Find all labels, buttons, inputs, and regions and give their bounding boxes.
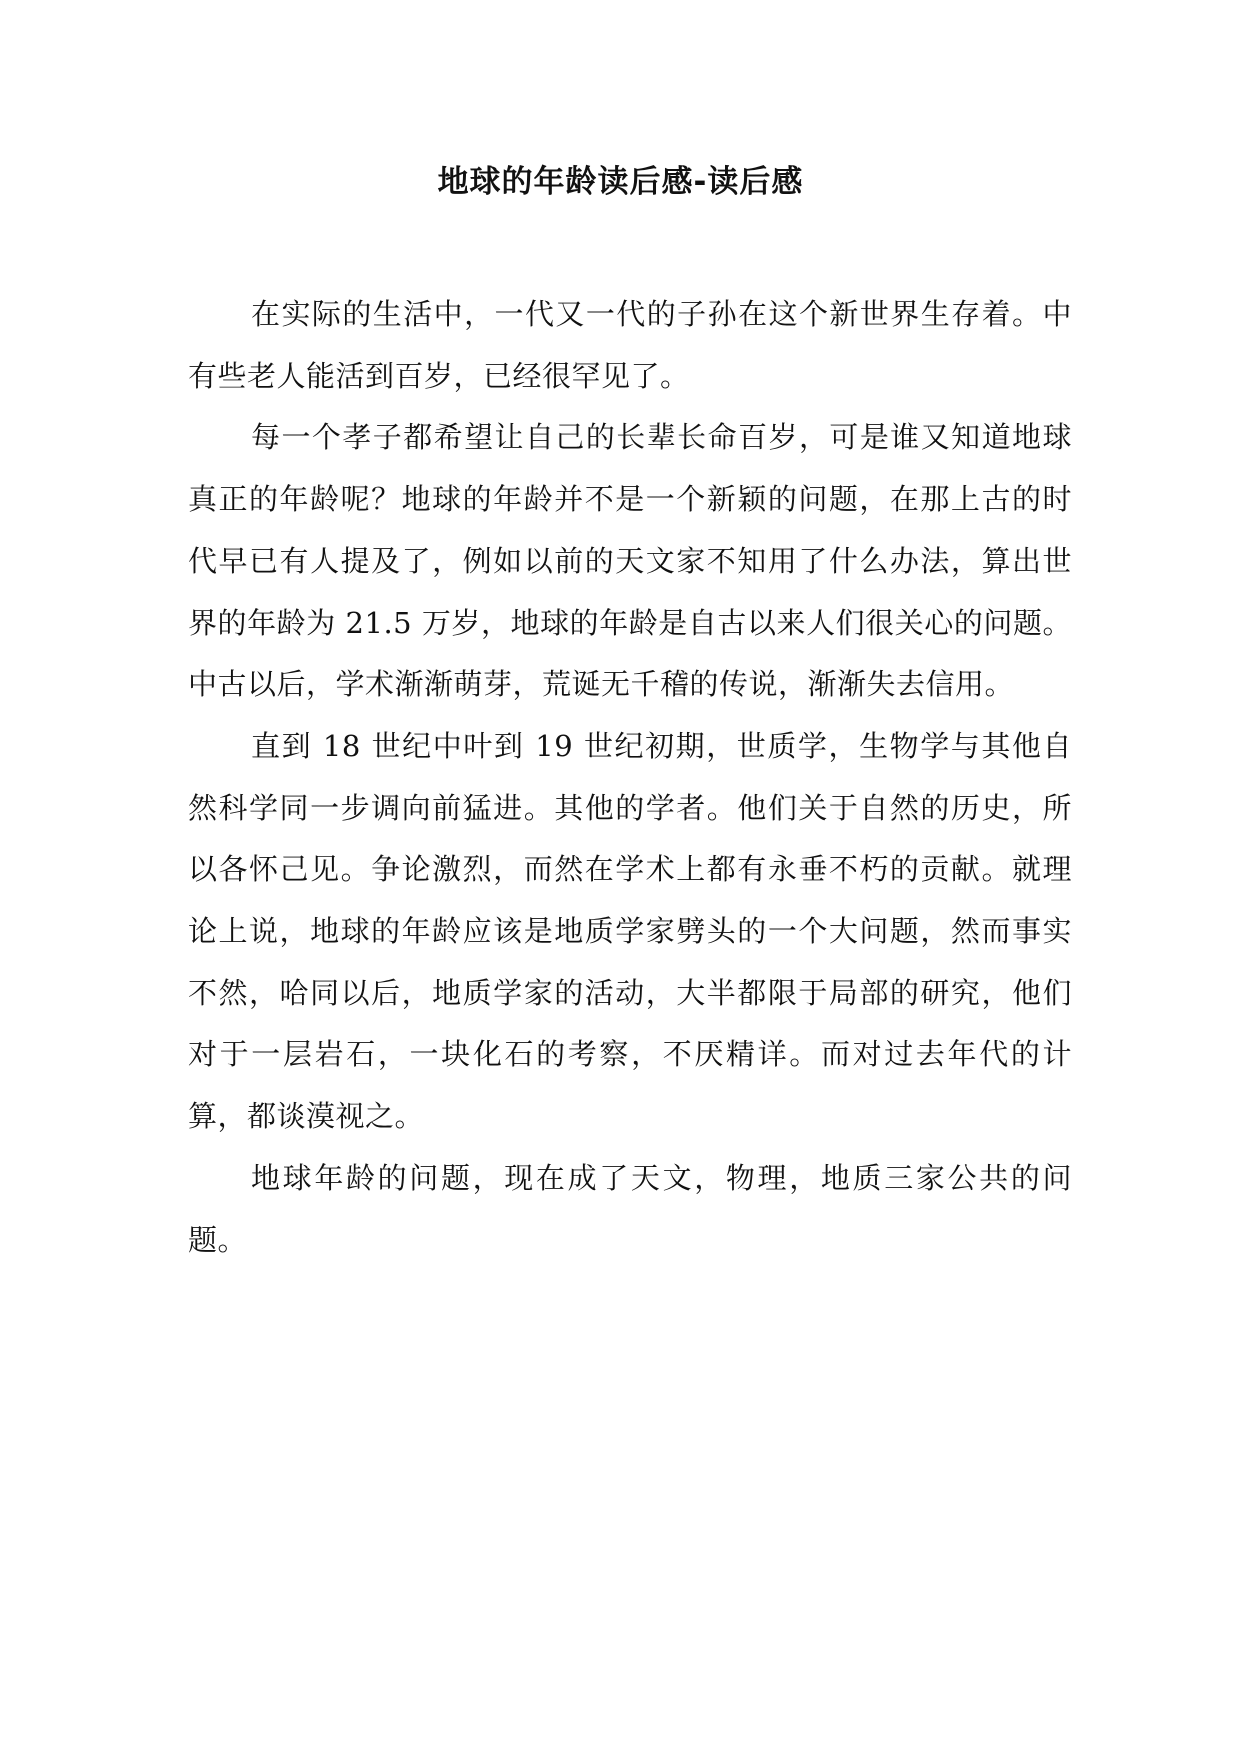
paragraph: 直到 18 世纪中叶到 19 世纪初期，世质学，生物学与其他自然科学同一步调向前猛进。其他的学者。他们关于自然的历史，所以各怀己见。争论激烈，而然在学术上都有永垂不朽的贡献。就理论上说，地球的年龄应该是地质学家劈头的一个大问题，然而事实不然，哈同以后，地质学家的活动，大半都限于局部的研究，他们对于一层岩石，一块化石的考察，不厌精详。而对过去年代的计算，都谈漠视之。	[188, 728, 1072, 1134]
document-body	[188, 284, 1072, 1271]
document-title: 地球的年龄读后感-读后感	[437, 164, 804, 200]
paragraph: 每一个孝子都希望让自己的长辈长命百岁，可是谁又知道地球真正的年龄呢？地球的年龄并不是一个新颖的问题，在那上古的时代早已有人提及了，例如以前的天文家不知用了什么办法，算出世界的年龄为 21.5 万岁，地球的年龄是自古以来人们很关心的问题。 中古以后，学术渐渐萌芽，荒诞无千稽的传说，渐渐失去信用。	[188, 420, 1072, 702]
paragraph: 在实际的生活中，一代又一代的子孙在这个新世界生存着。中有些老人能活到百岁，已经很罕见了。	[188, 297, 1072, 393]
paragraph: 地球年龄的问题，现在成了天文，物理，地质三家公共的问题。	[188, 1160, 1072, 1257]
